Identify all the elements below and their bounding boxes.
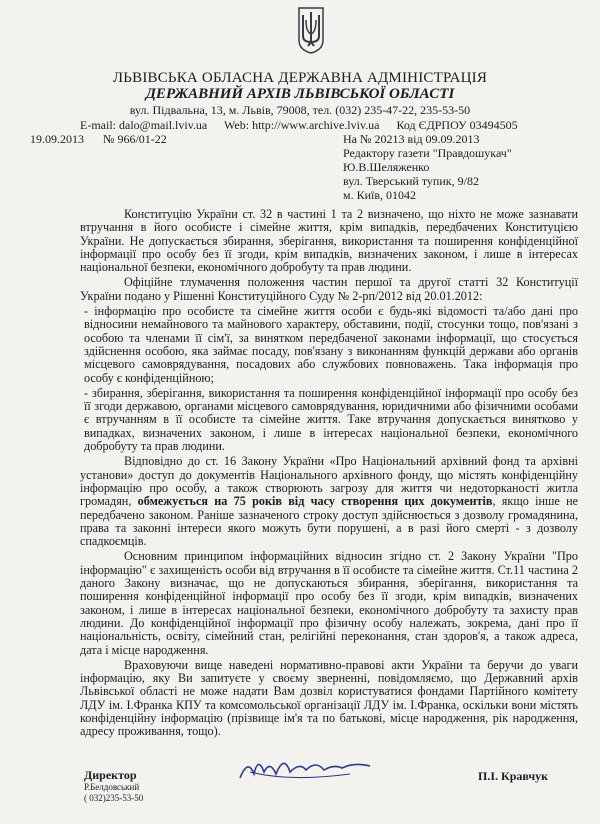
executor-name: Р.Белдовський <box>84 782 140 792</box>
org-contacts <box>80 118 532 133</box>
org-email: E-mail: dalo@mail.lviv.ua <box>80 118 208 132</box>
recipient-line2: Ю.В.Шеляженко <box>343 160 430 174</box>
org-name-line2: ДЕРЖАВНИЙ АРХІВ ЛЬВІВСЬКОЇ ОБЛАСТІ <box>145 86 455 102</box>
trident-emblem-icon <box>297 6 325 54</box>
outgoing-date: 19.09.2013 <box>30 132 84 146</box>
paragraph <box>80 455 578 548</box>
paragraph-bold-text: обмежується на 75 років від часу створення цих документів <box>137 494 493 509</box>
paragraph-text: , якщо інше не передбачено законом. Раніше зазначеного строку доступ здійснюється з дозволу громадянина, права та законні інтереси якого можуть бути порушені, а в разі його смерті - з дозволу спадкоємців. <box>80 494 579 549</box>
paragraph: Офіційне тлумачення положення частин першої та другої статті 32 Конституції України подано у Рішенні Конституційного Суду № 2-рп/2012 від 20.01.2012: <box>80 275 578 303</box>
recipient-line4: м. Київ, 01042 <box>343 188 417 202</box>
handwritten-signature-icon <box>230 748 380 788</box>
recipient-line3: вул. Тверський тупик, 9/82 <box>343 174 479 188</box>
org-name-line1: ЛЬВІВСЬКА ОБЛАСНА ДЕРЖАВНА АДМІНІСТРАЦІЯ <box>112 70 488 86</box>
signatory-name: П.І. Кравчук <box>478 769 549 783</box>
incoming-reference: На № 20213 від 09.09.2013 <box>343 132 480 146</box>
paragraph: - інформацію про особисте та сімейне життя особи є будь-які відомості та/або дані про відносини немайнового та майнового характеру, обставини, події, стосунки тощо, пов'язані з особою та членами її сім'ї, за винятком передбаченої законами інформації, що стосується здійснення особою, яка займає посаду, пов'язану з виконанням функцій держави або органів місцевого самоврядування, посадових або службових повноважень. Така інформація про особу є конфіденційною; <box>84 304 578 385</box>
org-web: Web: http://www.archive.lviv.ua <box>224 118 380 132</box>
org-code: Код ЄДРПОУ 03494505 <box>396 118 518 132</box>
paragraph: Основним принципом інформаційних відносин згідно ст. 2 Закону України "Про інформацію" є захищеність особи від втручання в її особисте та сімейне життя. Ст.11 частина 2 даного Закону визначає, що не допускаються збирання, зберігання, використання та поширення конфіденційної інформації про особу без її згоди, крім випадків, визначених законом, і лише в інтересах національної безпеки, економічного добробуту та захисту прав людини. До конфіденційної інформації про фізичну особу належать, зокрема, дані про її національність, освіту, сімейний стан, релігійні переконання, стан здоров'я, а також адреса, дата і місце народження. <box>80 549 578 657</box>
paragraph: - збирання, зберігання, використання та поширення конфіденційної інформації про особу без її згоди державою, органами місцевого самоврядування, юридичними або фізичними особами є втручанням в її особисте та сімейне життя. Таке втручання допускається винятково у випадках, визначених законом, і лише в інтересах національної безпеки, економічного добробуту та прав людини. <box>84 385 578 454</box>
paragraph: Конституцію України ст. 32 в частині 1 та 2 визначено, що ніхто не може зазнавати втручання в його особисте і сімейне життя, крім випадків, передбачених Конституцією України. Не допускається збирання, зберігання, використання та поширення конфіденційної інформації про особу без її згоди, крім випадків, визначених законом, і лише в інтересах національної безпеки, економічного добробуту та прав людини. <box>80 207 578 275</box>
letter-body <box>80 208 578 741</box>
executor-phone: ( 032)235-53-50 <box>84 793 144 803</box>
outgoing-number: № 966/01-22 <box>103 132 167 146</box>
registration-line <box>30 132 183 147</box>
paragraph-text: Відповідно до ст. 16 Закону України «Про Національний архівний фонд та архівні установи» доступ до документів Національного архівного фонду, що містять конфіденційну інформацію про особу, а також створюють загрозу для життя чи недоторканості житла громадян, <box>80 454 578 509</box>
paragraph: Враховуючи вище наведені нормативно-правові акти України та беручи до уваги інформацію, яку Ви запитуєте у своєму зверненні, повідомляємо, що Державний архів Львівської області не може надати Вам дозвіл користуватися фондами Партійного комітету ЛДУ ім. І.Франка КПУ та комсомольської організації ЛДУ ім. І.Франка, оскільки вони містять конфіденційну інформацію (прізвище ім'я та по батькові, місце народження, рік народження, адресу проживання, тощо). <box>80 657 578 739</box>
org-address: вул. Підвальна, 13, м. Львів, 79008, тел. (032) 235-47-22, 235-53-50 <box>129 103 471 117</box>
signatory-title: Директор <box>84 768 137 782</box>
recipient-line1: Редактору газети "Правдошукач" <box>343 146 512 160</box>
